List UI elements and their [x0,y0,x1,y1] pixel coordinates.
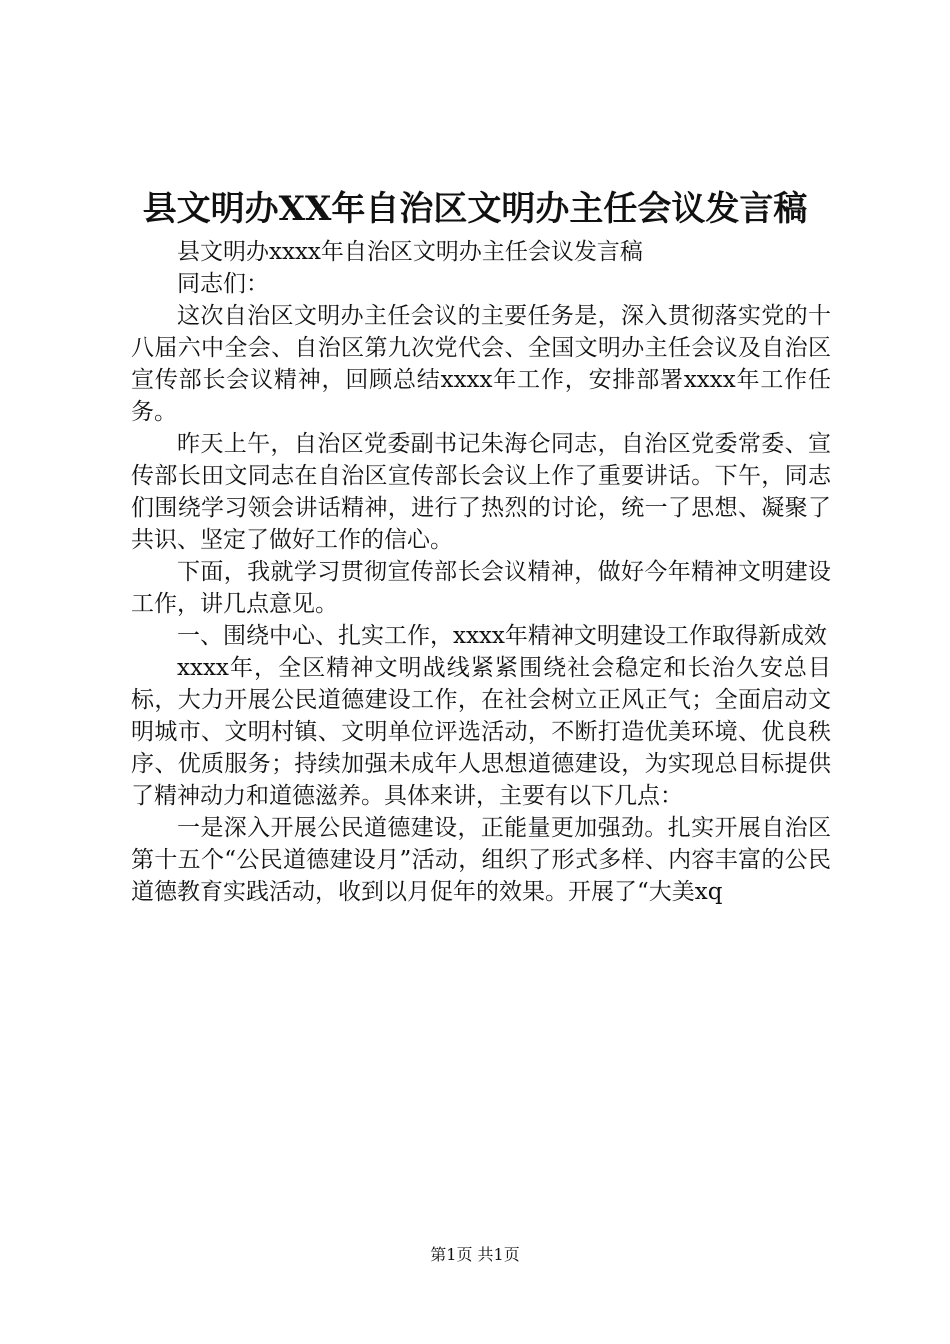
document-body [131,236,831,908]
paragraph-subtitle: 县文明办xxxx年自治区文明办主任会议发言稿 [177,239,643,265]
section-heading-1: 一、围绕中心、扎实工作，xxxx年精神文明建设工作取得新成效 [177,623,827,649]
paragraph-4: xxxx年，全区精神文明战线紧紧围绕社会稳定和长治久安总目标，大力开展公民道德建设工作，在社会树立正风正气；全面启动文明城市、文明村镇、文明单位评选活动，不断打造优美环境、优良秩序、优质服务；持续加强未成年人思想道德建设，为实现总目标提供了精神动力和道德滋养。具体来讲，主要有以下几点： [131,655,831,809]
paragraph-2: 昨天上午，自治区党委副书记朱海仑同志，自治区党委常委、宣传部长田文同志在自治区宣传部长会议上作了重要讲话。下午，同志们围绕学习领会讲话精神，进行了热烈的讨论，统一了思想、凝聚了共识、坚定了做好工作的信心。 [131,431,831,553]
document-title: 县文明办XX年自治区文明办主任会议发言稿 [142,189,808,229]
paragraph-5: 一是深入开展公民道德建设，正能量更加强劲。扎实开展自治区第十五个“公民道德建设月”活动，组织了形式多样、内容丰富的公民道德教育实践活动，收到以月促年的效果。开展了“大美xq [131,815,831,905]
paragraph-3: 下面，我就学习贯彻宣传部长会议精神，做好今年精神文明建设工作，讲几点意见。 [131,559,831,617]
paragraph-greeting: 同志们： [177,271,269,297]
paragraph-1: 这次自治区文明办主任会议的主要任务是，深入贯彻落实党的十八届六中全会、自治区第九次党代会、全国文明办主任会议及自治区宣传部长会议精神，回顾总结xxxx年工作，安排部署xxxx年工作任务。 [131,303,831,425]
page-number-footer: 第1页 共1页 [430,1245,520,1264]
